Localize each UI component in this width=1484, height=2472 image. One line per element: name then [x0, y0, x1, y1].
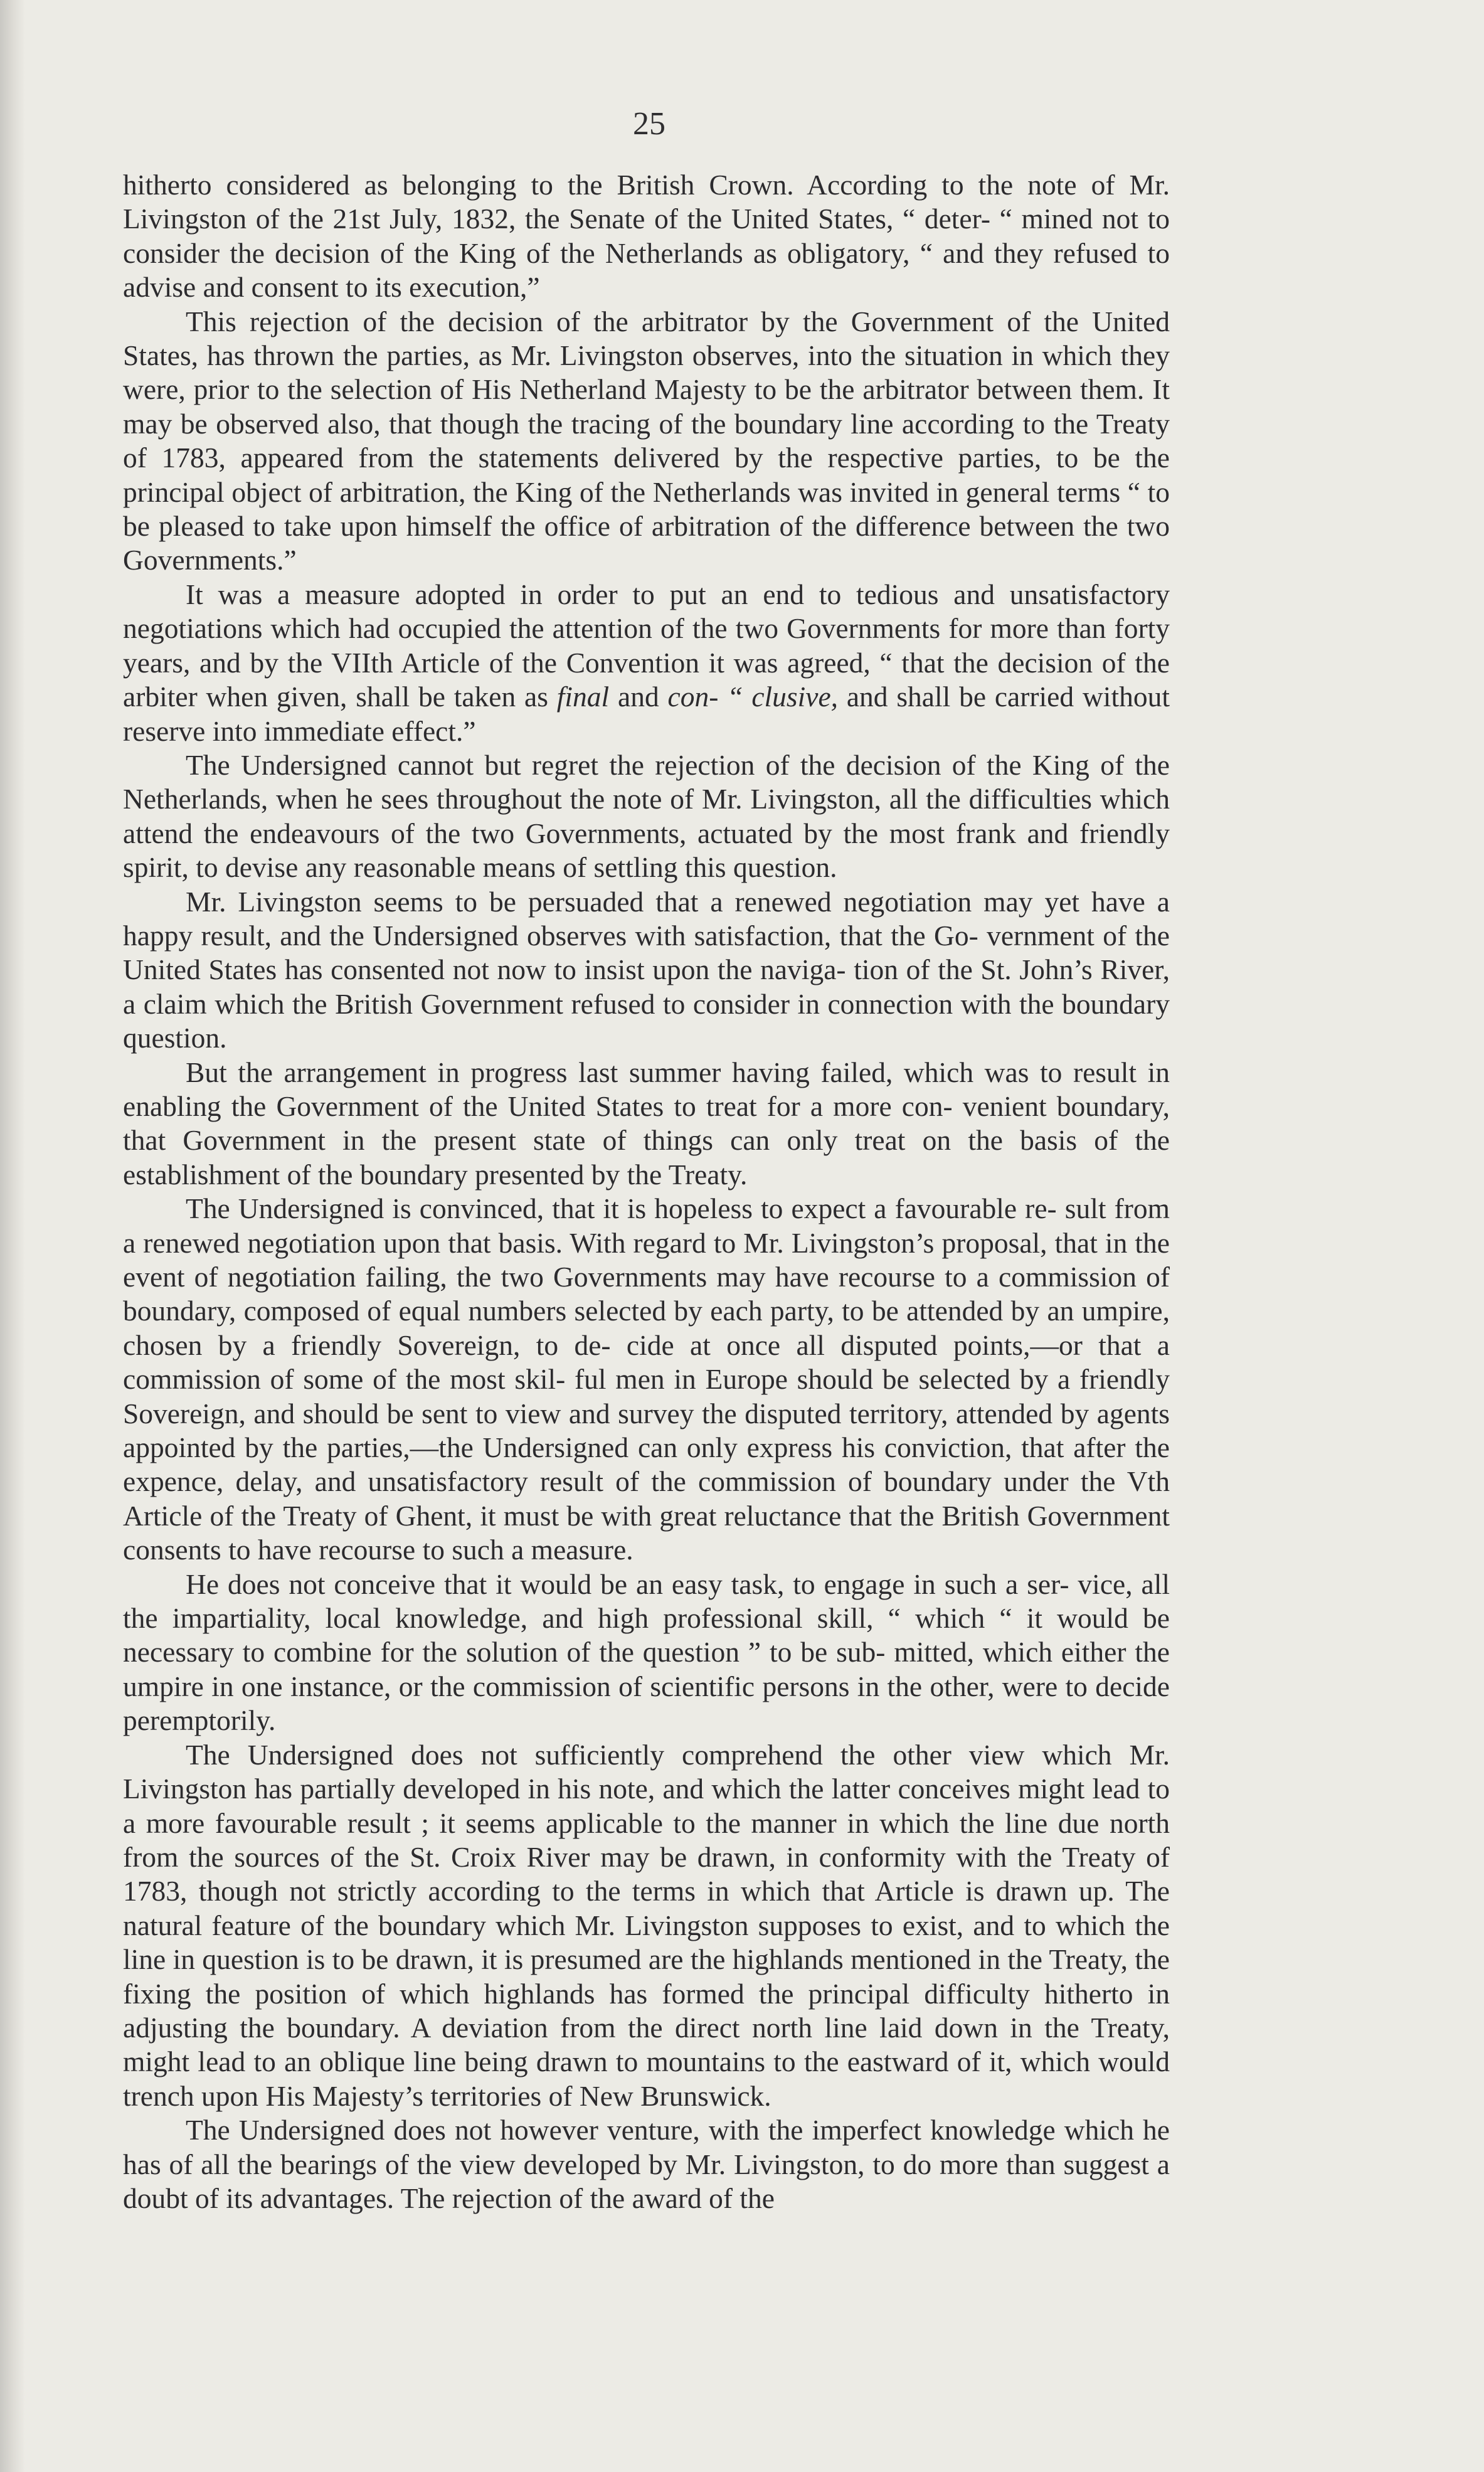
- paragraph-p8: [123, 1568, 1170, 1738]
- page-number: 25: [633, 106, 665, 142]
- paragraph-p10: [123, 2113, 1170, 2215]
- paragraph-text: But the arrangement in progress last summer having failed, which was to result in enabling the Government of the United States to treat for a more con- venient boundary, that Government in the present state of things can only treat on the basis of the establishment of the boundary presented by the Treaty.: [123, 1056, 1170, 1191]
- paragraph-text: and: [609, 681, 668, 713]
- paragraph-p9: [123, 1738, 1170, 2113]
- paragraph-p3: [123, 578, 1170, 748]
- paragraph-text: hitherto considered as belonging to the British Crown. According to the note of Mr. Livingston of the 21st July, 1832, the Senate of the United States, “ deter- “ mined not to consider the decision of the King of the Netherlands as obligatory, “ and they refused to advise and consent to its execution,”: [123, 169, 1170, 304]
- paragraph-text: The Undersigned is convinced, that it is hopeless to expect a favourable re- sult from a renewed negotiation upon that basis. With regard to Mr. Livingston’s proposal, that in the event of negotiation failing, the two Governments may have recourse to a commission of boundary, composed of equal numbers selected by each party, to be attended by an umpire, chosen by a friendly Sovereign, to de- cide at once all disputed points,—or that a commission of some of the most skil- ful men in Europe should be selected by a friendly Sovereign, and should be sent to view and survey the disputed territory, attended by agents appointed by the parties,—the Undersigned can only express his conviction, that after the expence, delay, and unsatisfactory result of the commission of boundary under the Vth Article of the Treaty of Ghent, it must be with great reluctance that the British Government consents to have recourse to such a measure.: [123, 1192, 1170, 1566]
- paragraph-text: This rejection of the decision of the arbitrator by the Government of the United States, has thrown the parties, as Mr. Livingston observes, into the situation in which they were, prior to the selection of His Netherland Majesty to be the arbitrator between them. It may be observed also, that though the tracing of the boundary line according to the Treaty of 1783, appeared from the statements delivered by the respective parties, to be the principal object of arbitration, the King of the Netherlands was invited in general terms “ to be pleased to take upon himself the office of arbitration of the difference between the two Governments.”: [123, 305, 1170, 576]
- body-text: [123, 168, 1170, 2215]
- paragraph-text: He does not conceive that it would be an easy task, to engage in such a ser- vice, all the impartiality, local knowledge, and high professional skill, “ which “ it would be necessary to combine for the solution of the question ” to be sub- mitted, which either the umpire in one instance, or the commission of scientific persons in the other, were to decide peremptorily.: [123, 1568, 1170, 1737]
- italic-text: con- “ clusive,: [667, 681, 839, 713]
- paragraph-text: and shall be carried without reserve into immediate effect.”: [123, 681, 1170, 747]
- paragraph-text: The Undersigned does not however venture, with the imperfect knowledge which he has of all the bearings of the view developed by Mr. Livingston, to do more than suggest a doubt of its advantages. The rejection of the award of the: [123, 2114, 1170, 2214]
- paragraph-p6: [123, 1056, 1170, 1192]
- paragraph-p4: [123, 748, 1170, 885]
- italic-text: final: [556, 681, 610, 713]
- paragraph-p5: [123, 885, 1170, 1056]
- paragraph-p7: [123, 1192, 1170, 1567]
- paragraph-text: Mr. Livingston seems to be persuaded that a renewed negotiation may yet have a happy result, and the Undersigned observes with satisfaction, that the Go- vernment of the United States has consented not now to insist upon the naviga- tion of the St. John’s River, a claim which the British Government refused to consider in connection with the boundary question.: [123, 885, 1170, 1054]
- paragraph-text: The Undersigned does not sufficiently comprehend the other view which Mr. Livingston has partially developed in his note, and which the latter conceives might lead to a more favourable result ; it seems applicable to the manner in which the line due north from the sources of the St. Croix River may be drawn, in conformity with the Treaty of 1783, though not strictly according to the terms in which that Article is drawn up. The natural feature of the boundary which Mr. Livingston supposes to exist, and to which the line in question is to be drawn, it is presumed are the highlands mentioned in the Treaty, the fixing the position of which highlands has formed the principal difficulty hitherto in adjusting the boundary. A deviation from the direct north line laid down in the Treaty, might lead to an oblique line being drawn to mountains to the eastward of it, which would trench upon His Majesty’s territories of New Brunswick.: [123, 1738, 1170, 2112]
- paragraph-text: The Undersigned cannot but regret the rejection of the decision of the King of the Netherlands, when he sees throughout the note of Mr. Livingston, all the difficulties which attend the endeavours of the two Governments, actuated by the most frank and friendly spirit, to devise any reasonable means of settling this question.: [123, 748, 1170, 884]
- paragraph-p1: [123, 168, 1170, 305]
- paragraph-text: It was a measure adopted in order to put an end to tedious and unsatisfactory negotiations which had occupied the attention of the two Governments for more than forty years, and by the VIIth Article of the Convention it was agreed, “ that the decision of the arbiter when given, shall be taken as: [123, 578, 1170, 713]
- paragraph-p2: [123, 305, 1170, 578]
